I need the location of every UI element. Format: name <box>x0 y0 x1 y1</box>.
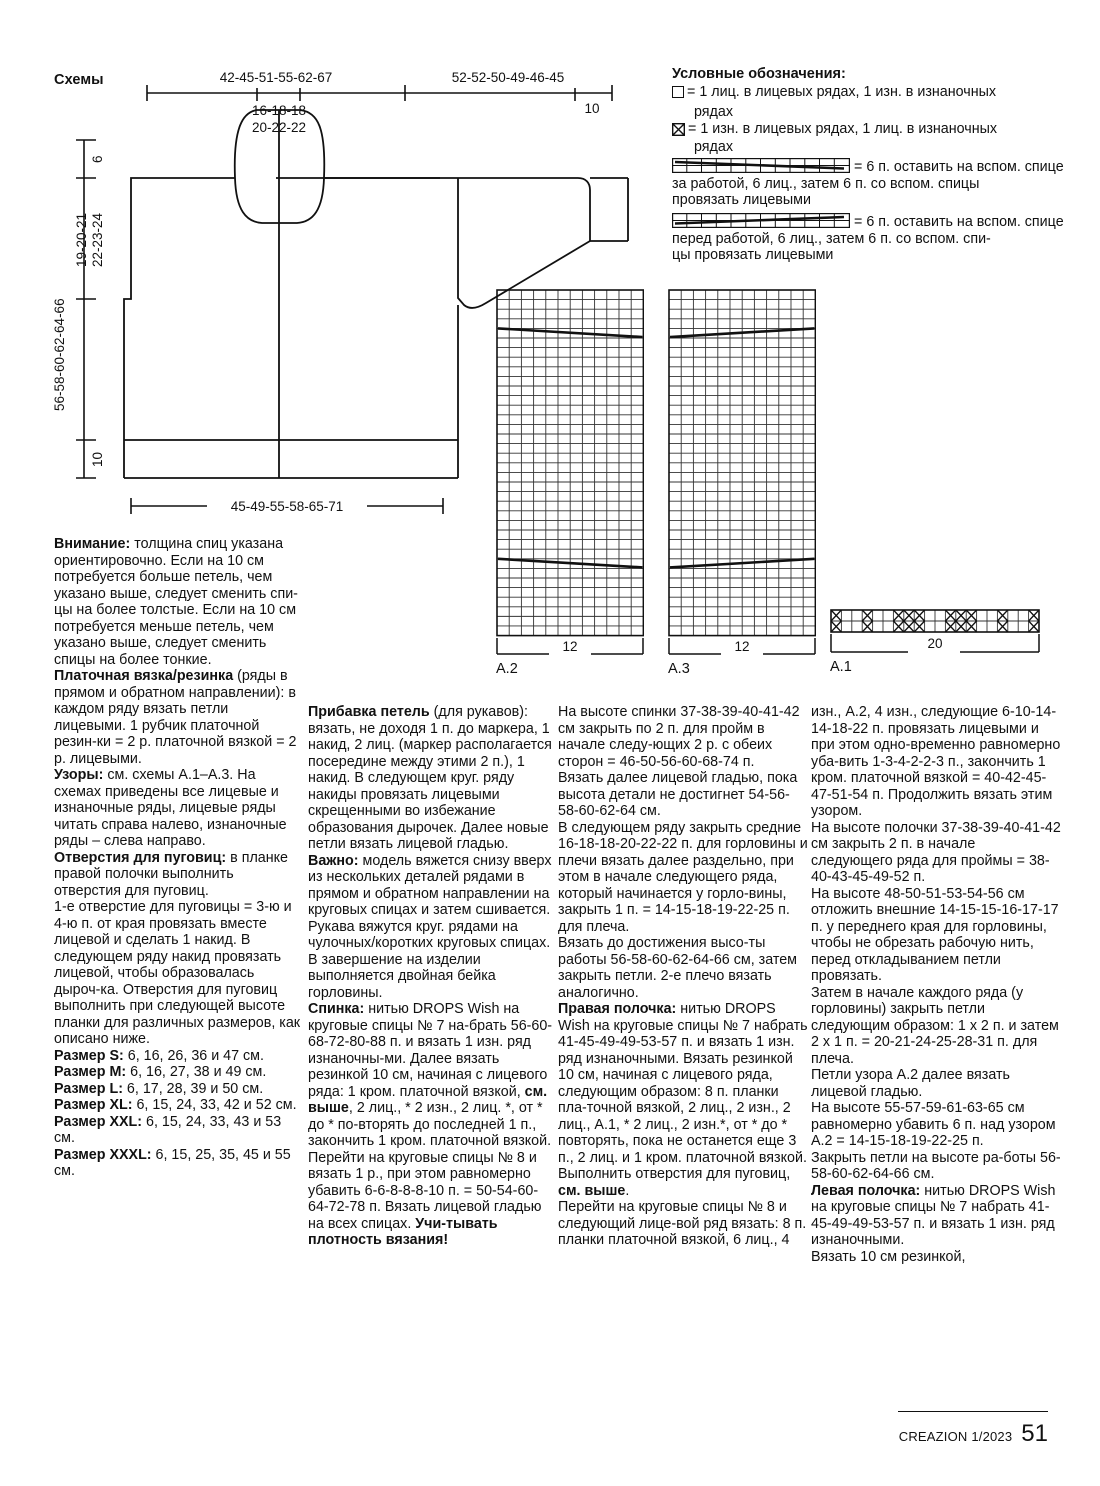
para-left-front-text: нитью DROPS Wish на круговые спицы № 7 набрать 41-45-49-49-53-57 п. и вязать 1 изн. ряд изнаночными. <box>811 1182 1056 1248</box>
para-right-front-text2: . <box>625 1182 630 1199</box>
dim-upper-height-1: 19-20-21 <box>74 212 89 268</box>
legend-item-knit <box>672 84 1092 103</box>
legend-item-knit-text: = 1 лиц. в лицевых рядах, 1 изн. в изнаночных <box>687 84 997 100</box>
para-a2-stocking: Петли узора A.2 далее вязать лицевой гладью. <box>811 1067 1010 1100</box>
article-body <box>0 536 1100 1436</box>
dim-neck-width-1: 16-18-18 <box>251 103 307 118</box>
para-buttonholes-label: Отверстия для пуговиц: <box>54 849 227 866</box>
legend-item-purl-cont-text: рядах <box>694 138 733 155</box>
legend-item-knit-cont-text: рядах <box>694 103 733 120</box>
cable-back-icon <box>672 158 850 173</box>
size-xxxl-label: Размер XXXL: <box>54 1146 152 1163</box>
para-neckline: В следующем ряду закрыть средние 16-18-18-20-22-22 п. для горловины и плечи вязать далее раздельно, при этом в начале следующего ряда, который начинается у горло-вины, закрыть 1 п. = 14-15-18-19-22-25 п. для плеча. <box>558 819 808 935</box>
chart-a3-width-label: 12 <box>734 638 750 654</box>
para-garter <box>54 668 304 767</box>
legend-item-purl <box>672 121 1092 138</box>
para-decrease-a2: На высоте 55-57-59-61-63-65 см равномерно убавить 6 п. над узором A.2 = 14-15-18-19-22-25 п. <box>811 1100 1056 1149</box>
text-column-3 <box>558 704 808 1249</box>
para-shoulder: Вязать до достижения высо-ты работы 56-58-60-62-64-66 см, затем закрыть петли. 2-е плечо вязать аналогично. <box>558 935 797 1001</box>
para-patterns <box>54 767 304 850</box>
para-col4-cont: изн., A.2, 4 изн., следующие 6-10-14-14-18-22 п. провязать лицевыми и при этом одно-временно равномерно уба-вить 1-3-4-2-2-3 п., закончить 1 кром. платочной вязкой = 40-42-45-47-51-54 п. Продолжить вязать этим узором. <box>811 704 1061 819</box>
para-buttonholes-detail: 1-е отверстие для пуговицы = 3-ю и 4-ю п. от края провязать вместе лицевой и сделать 1 накид. В следующем ряду накид провязать лицевой, чтобы образовалась дыроч-ка. Отверстия для пуговиц выполнить при следующей высоте планки для различных размеров, как описано ниже. <box>54 899 301 1047</box>
size-xxl-values: 6, 15, 24, 33, 43 и 53 см. <box>54 1113 282 1146</box>
chart-a2-label: A.2 <box>496 660 518 677</box>
dim-cuff-width: 10 <box>584 101 600 116</box>
legend-item-cable-front <box>672 211 1092 231</box>
para-increases-text: (для рукавов): вязать, не доходя 1 п. до маркера, 1 накид, 2 лиц. (маркер располагается посередине между этими 2 п.), 1 накид. В следующем круг. ряду накиды провязать лицевыми скрещенными во избежание образования дырочек. Далее новые петли вязать лицевой гладью. <box>308 704 552 852</box>
para-right-front-text: нитью DROPS Wish на круговые спицы № 7 набрать 41-45-49-49-53-57 п. и вязать 1 изн. ряд изнаночными. Вязать резинкой 10 см, начиная с лицевого ряда, следующим образом: 8 п. планки пла-точной вязкой, 2 лиц., 2 изн., 2 лиц., A.1, * 2 лиц., 2 изн.*, от * до * повторять, пока не останется еще 3 п., 2 лиц. и 1 кром. платочной вязкой. Выполнить отверстия для пуговиц, <box>558 1001 808 1182</box>
para-size-xl <box>54 1097 304 1114</box>
dim-hem-height: 10 <box>90 451 105 467</box>
dim-yoke-height: 6 <box>90 155 105 163</box>
para-important-label: Важно: <box>308 852 359 869</box>
size-s-values: 6, 16, 26, 36 и 47 см. <box>123 1047 264 1064</box>
size-xxxl-values: 6, 15, 25, 35, 45 и 55 см. <box>54 1146 291 1179</box>
footer-divider <box>898 1411 1048 1412</box>
empty-square-icon <box>672 86 684 103</box>
legend-item-cable-back <box>672 156 1092 176</box>
dim-top-right-width: 52-52-50-49-46-45 <box>451 70 565 85</box>
chart-a2-width-label: 12 <box>562 638 578 654</box>
schematics-title: Схемы <box>54 72 104 88</box>
para-back-text: нитью DROPS Wish на круговые спицы № 7 на-брать 56-60-68-72-80-88 п. и вязать 1 изн. ряд изнаночны-ми. Далее вязать резинкой 10 см, начиная с лицевого ряда: 1 кром. платочной вязкой, <box>308 1001 553 1100</box>
para-increases <box>308 704 558 853</box>
size-s-label: Размер S: <box>54 1047 124 1064</box>
legend-cable-back-text: = 6 п. оставить на вспом. спице <box>854 159 1064 176</box>
para-front-armhole: На высоте полочки 37-38-39-40-41-42 см закрыть 2 п. в начале следующего ряда для проймы = 38-40-43-45-49-52 п. <box>811 819 1061 885</box>
legend-item-purl-text: = 1 изн. в лицевых рядах, 1 лиц. в изнаночных <box>688 121 998 138</box>
legend-item-knit-cont <box>672 104 1092 121</box>
dim-top-left-width: 42-45-51-55-62-67 <box>219 70 333 85</box>
crossed-square-icon <box>672 123 685 136</box>
cable-front-icon <box>672 213 850 228</box>
para-armhole: На высоте спинки 37-38-39-40-41-42 см закрыть по 2 п. для пройм в начале следу-ющих 2 р. с обеих сторон = 46-50-56-60-68-74 п. <box>558 704 800 770</box>
para-left-front-cont: Вязать 10 см резинкой, <box>811 1248 966 1265</box>
size-l-values: 6, 17, 28, 39 и 50 см. <box>122 1080 264 1097</box>
footer-page-number: 51 <box>1021 1420 1048 1447</box>
para-patterns-text: см. схемы A.1–A.3. На схемах приведены все лицевые и изнаночные ряды, лицевые ряды читать справа налево, изнаночные ряды – слева направо. <box>54 767 287 849</box>
para-left-front-label: Левая полочка: <box>811 1182 921 1199</box>
para-size-s <box>54 1048 304 1065</box>
footer-issue: CREAZION 1/2023 <box>898 1429 1013 1444</box>
para-size-l <box>54 1081 304 1098</box>
size-xl-label: Размер XL: <box>54 1097 133 1113</box>
para-important <box>308 853 558 1002</box>
legend-cable-front-line2: цы провязать лицевыми <box>672 247 834 264</box>
chart-a1-width-label: 20 <box>927 636 943 651</box>
para-increases-label: Прибавка петель <box>308 704 430 720</box>
para-attention <box>54 536 304 668</box>
legend-panel <box>672 66 1092 264</box>
para-patterns-label: Узоры: <box>54 767 104 783</box>
legend-item-purl-cont <box>672 139 1092 156</box>
legend-cable-back-line1: за работой, 6 лиц., затем 6 п. со вспом. спицы <box>672 175 980 192</box>
legend-title: Условные обозначения: <box>672 66 846 82</box>
para-size-m <box>54 1064 304 1081</box>
size-m-label: Размер M: <box>54 1064 127 1080</box>
para-attention-text: толщина спиц указана ориентировочно. Если на 10 см потребуется больше петель, чем указано выше, следует сменить спи-цы на более толстые. Если на 10 см потребуется меньше петель, чем указано выше, следует сменить спицы на более тонкие. <box>54 536 298 668</box>
para-stocking: Вязать далее лицевой гладью, пока высота детали не достигнет 54-56-58-60-62-64 см. <box>558 770 798 819</box>
dim-total-height: 56-58-60-62-64-66 <box>52 298 67 412</box>
para-back-text2: , 2 лиц., * 2 изн., 2 лиц. *, от * до * по-вторять до последней 1 п., закончить 1 кром. платочной вязкой. Перейти на круговые спицы № 8 и вязать 1 р., при этом равномерно убавить 6-6-8-8-8-10 п. = 50-54-60-64-72-78 п. Вязать лицевой гладью на всех спицах. <box>308 1100 552 1232</box>
text-column-1 <box>54 536 304 1180</box>
para-back-gauge-note: Учи-тывать плотность вязания! <box>308 1215 498 1248</box>
para-garter-label: Платочная вязка/резинка <box>54 668 234 684</box>
chart-a3-label: A.3 <box>668 660 690 677</box>
para-neck-bindoff: Затем в начале каждого ряда (у горловины) закрыть петли следующим образом: 1 x 2 п. и затем 2 x 1 п. = 20-21-24-25-28-31 п. для плеча. <box>811 984 1059 1067</box>
para-buttonholes-text: в планке правой полочки выполнить отверстия для пуговиц. <box>54 849 288 899</box>
dim-neck-width-2: 20-22-22 <box>251 120 307 135</box>
legend-cable-front-line1: перед работой, 6 лиц., затем 6 п. со вспом. спи- <box>672 230 991 247</box>
para-back-label: Спинка: <box>308 1001 365 1017</box>
para-right-front-cont: Перейти на круговые спицы № 8 и следующий лице-вой ряд вязать: 8 п. планки платочной вязкой, 6 лиц., 4 <box>558 1199 807 1248</box>
legend-cable-front-text: = 6 п. оставить на вспом. спице <box>854 214 1064 231</box>
para-size-xxl <box>54 1114 304 1147</box>
para-front-neck: На высоте 48-50-51-53-54-56 см отложить внешние 14-15-15-16-17-17 п. у переднего края для горловины, чтобы не обрезать рабочую нить, перед откладыванием петли провязать. <box>811 885 1059 984</box>
para-left-front <box>811 1183 1061 1249</box>
para-right-front-seeabove: см. выше <box>558 1182 626 1199</box>
para-bindoff-height: Закрыть петли на высоте ра-боты 56-58-60-62-64-66 см. <box>811 1149 1061 1182</box>
para-right-front <box>558 1001 808 1199</box>
para-back-seeabove: см. выше <box>308 1083 548 1116</box>
size-xl-values: 6, 15, 24, 33, 42 и 52 см. <box>132 1097 297 1113</box>
para-back <box>308 1001 558 1249</box>
para-size-xxxl <box>54 1147 304 1180</box>
para-right-front-label: Правая полочка: <box>558 1001 677 1017</box>
para-important-text: модель вяжется снизу вверх из нескольких деталей рядами в прямом и обратном направлении на круговых спицах и затем сшивается. Рукава вяжутся круг. рядами на чулочных/коротких круговых спицах. В завершение на изделии выполняется двойная бейка горловины. <box>308 852 552 1001</box>
size-l-label: Размер L: <box>54 1080 123 1097</box>
para-buttonholes <box>54 850 304 900</box>
para-garter-text: (ряды в прямом и обратном направлении): в каждом ряду вязать петли лицевыми. 1 рубчик платочной резин-ки = 2 р. платочной вязкой = 2 р. лицевыми. <box>54 668 297 767</box>
chart-a1-label: A.1 <box>830 659 852 675</box>
text-column-4 <box>811 704 1061 1265</box>
dim-upper-height-2: 22-23-24 <box>90 212 105 268</box>
size-xxl-label: Размер XXL: <box>54 1113 143 1130</box>
size-m-values: 6, 16, 27, 38 и 49 см. <box>126 1064 267 1080</box>
legend-cable-back-line2: провязать лицевыми <box>672 192 811 209</box>
para-attention-label: Внимание: <box>54 536 131 552</box>
page-footer <box>899 1420 1048 1448</box>
text-column-2 <box>308 704 558 1249</box>
dim-bottom-width: 45-49-55-58-65-71 <box>207 499 367 514</box>
